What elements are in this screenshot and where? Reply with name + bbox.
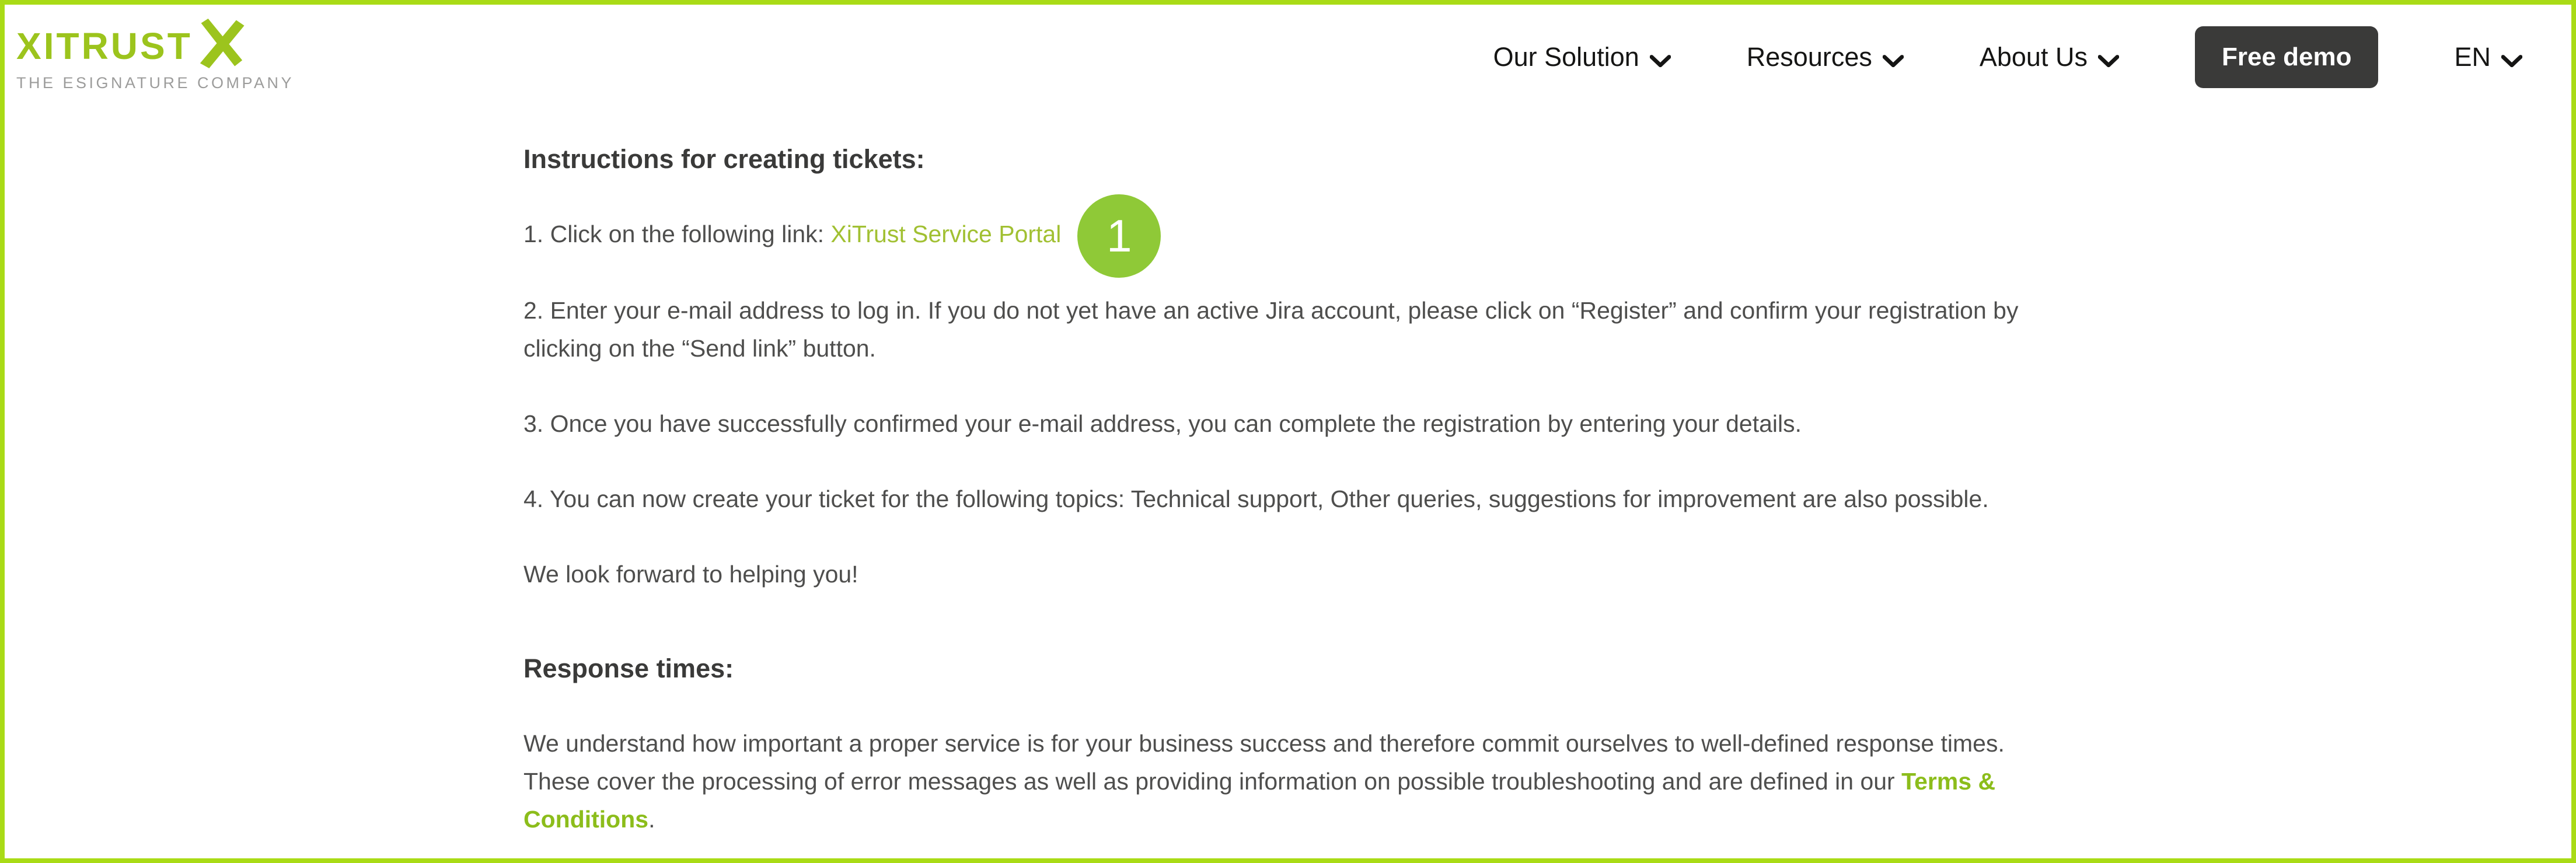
nav-item-label: Resources xyxy=(1746,42,1872,72)
response-times-text: We understand how important a proper service is for your business success and therefore commit ourselves to well-defined response times. These cover the processing of error messages as well as providing information on possible troubleshooting and are defined in our xyxy=(523,729,2005,795)
xitrust-x-icon xyxy=(196,18,246,71)
logo-tagline: THE ESIGNATURE COMPANY xyxy=(16,74,295,92)
step-3-paragraph: 3. Once you have successfully confirmed your e-mail address, you can complete the registration by entering your details. xyxy=(523,410,1802,437)
step-4-paragraph: 4. You can now create your ticket for the following topics: Technical support, Other queries, suggestions for improvement are also possible. xyxy=(523,485,1989,512)
language-label: EN xyxy=(2454,42,2491,72)
step-number-badge: 1 xyxy=(1077,194,1161,278)
nav-item-our-solution[interactable] xyxy=(1493,40,1671,74)
step-1-text: 1. Click on the following link: xyxy=(523,221,831,247)
step-1-paragraph xyxy=(523,209,2053,261)
logo-brand-text: XITRUST xyxy=(16,25,193,67)
chevron-down-icon xyxy=(1650,44,1671,74)
response-times-period: . xyxy=(648,805,655,833)
header xyxy=(5,5,2571,106)
service-portal-link[interactable]: XiTrust Service Portal xyxy=(830,221,1062,247)
chevron-down-icon xyxy=(2501,44,2522,74)
content-area xyxy=(523,106,2053,838)
chevron-down-icon xyxy=(2098,44,2119,74)
nav-item-label: About Us xyxy=(1979,42,2088,72)
nav-item-resources[interactable] xyxy=(1747,40,1904,74)
free-demo-button[interactable]: Free demo xyxy=(2195,26,2379,88)
nav-item-about-us[interactable] xyxy=(1980,40,2119,74)
closing-paragraph: We look forward to helping you! xyxy=(523,560,858,588)
terms-conditions-link[interactable]: Terms & Conditions xyxy=(523,767,1996,833)
xitrust-logo[interactable] xyxy=(16,27,294,91)
nav-item-label: Our Solution xyxy=(1493,42,1639,72)
language-selector[interactable] xyxy=(2454,40,2522,74)
step-2-paragraph: 2. Enter your e-mail address to log in. If you do not yet have an active Jira account, please click on “Register” and confirm your registration by clicking on the “Send link” button. xyxy=(523,296,2019,362)
response-times-paragraph xyxy=(523,725,2053,838)
chevron-down-icon xyxy=(1883,44,1904,74)
instructions-heading: Instructions for creating tickets: xyxy=(523,144,925,174)
response-times-heading: Response times: xyxy=(523,653,734,683)
main-nav xyxy=(1493,26,2522,88)
